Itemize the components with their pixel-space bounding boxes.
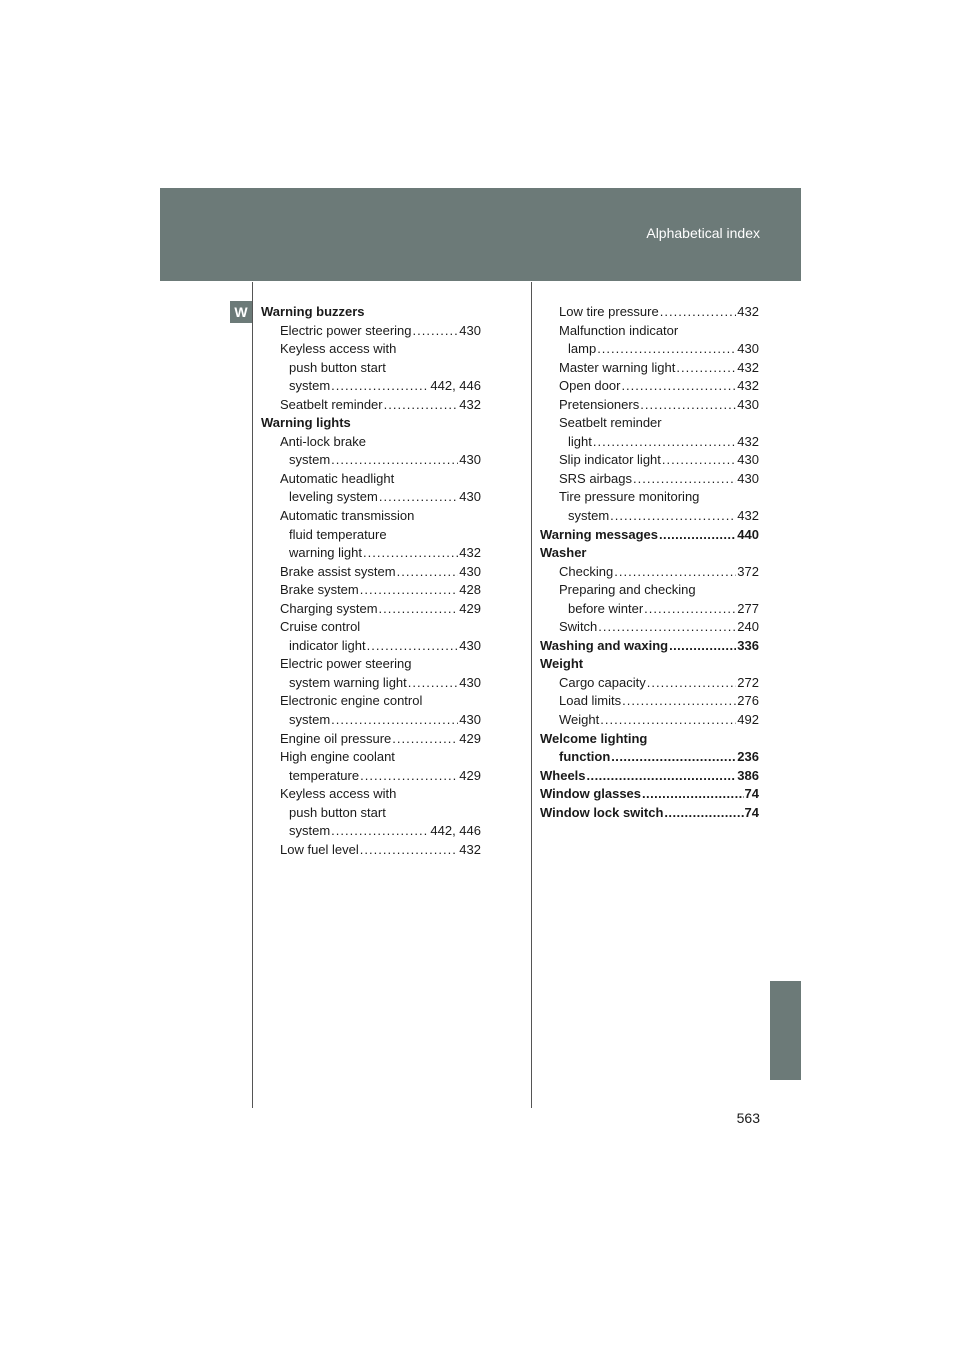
index-entry [540,322,759,341]
leader-dots [331,377,429,396]
index-heading [540,637,759,656]
leader-dots [644,600,736,619]
entry-text: Master warning light [559,359,676,375]
entry-page-number: 430 [459,712,481,728]
entry-text: Seatbelt reminder [559,415,662,431]
index-entry [540,711,759,730]
entry-text: warning light [289,545,362,561]
index-entry [261,692,481,711]
index-heading [540,526,759,545]
index-entry [261,822,481,841]
index-entry [540,563,759,582]
index-heading [540,804,759,823]
column-divider-left [252,282,253,1108]
entry-page-number: 432 [459,396,481,412]
entry-text: Washer [540,545,587,561]
index-entry [261,581,481,600]
entry-page-number: 236 [737,749,759,765]
entry-text: system [289,452,331,468]
entry-text: Open door [559,378,621,394]
entry-text: Brake system [280,582,359,598]
entry-text: system [568,508,610,524]
entry-page-number: 372 [737,563,759,579]
leader-dots [642,785,744,804]
entry-text: Load limits [559,693,622,709]
index-entry [540,433,759,452]
index-entry [261,451,481,470]
index-entry [261,359,481,378]
entry-text: Warning messages [540,526,659,542]
entry-text: system [289,712,331,728]
leader-dots [659,526,736,545]
entry-text: Low tire pressure [559,304,659,319]
entry-page-number: 386 [737,767,759,783]
entry-page-number: 430 [459,452,481,468]
index-entry [261,655,481,674]
entry-page-number: 430 [459,637,481,653]
leader-dots [676,359,736,378]
leader-dots [669,637,736,656]
entry-text: Automatic headlight [280,470,395,486]
entry-text: system [289,823,331,839]
entry-text: Cargo capacity [559,674,646,690]
index-entry [540,340,759,359]
index-entry [261,748,481,767]
index-entry [261,674,481,693]
entry-page-number: 429 [459,767,481,783]
leader-dots [597,340,736,359]
entry-text: Electric power steering [280,322,412,338]
index-heading [261,303,481,322]
index-entry [540,507,759,526]
index-entry [261,637,481,656]
index-entry [540,377,759,396]
entry-text: Automatic transmission [280,508,415,524]
entry-text: indicator light [289,637,366,653]
index-entry [261,544,481,563]
index-column-right [540,303,759,822]
entry-page-number: 430 [737,452,759,468]
entry-page-number: 440 [737,526,759,542]
entry-text: Switch [559,619,598,635]
entry-text: Tire pressure monitoring [559,489,700,505]
entry-text: temperature [289,767,360,783]
entry-page-number: 432 [737,304,759,319]
page-number: 563 [736,1110,760,1126]
entry-page-number: 429 [459,730,481,746]
index-entry [261,470,481,489]
leader-dots [660,303,737,322]
entry-page-number: 277 [737,600,759,616]
index-entry [261,841,481,860]
entry-text: Warning buzzers [261,304,365,319]
entry-page-number: 442, 446 [430,378,481,394]
entry-text: Anti-lock brake [280,433,366,449]
entry-text: Electric power steering [280,656,412,672]
entry-text: fluid temperature [289,526,387,542]
entry-page-number: 430 [459,489,481,505]
leader-dots [621,377,736,396]
entry-text: Preparing and checking [559,582,696,598]
leader-dots [633,470,736,489]
leader-dots [647,674,737,693]
entry-text: Electronic engine control [280,693,423,709]
entry-text: Cruise control [280,619,361,635]
entry-text: before winter [568,600,644,616]
entry-page-number: 430 [737,396,759,412]
leader-dots [331,451,458,470]
index-entry [261,600,481,619]
entry-page-number: 428 [459,582,481,598]
column-divider-middle [531,282,532,1108]
entry-text: Seatbelt reminder [280,396,383,412]
leader-dots [363,544,458,563]
entry-page-number: 429 [459,600,481,616]
index-entry [261,340,481,359]
leader-dots [662,451,736,470]
index-heading [540,748,759,767]
index-heading [261,414,481,433]
entry-text: Window lock switch [540,804,664,820]
index-entry [261,730,481,749]
index-entry [540,581,759,600]
entry-page-number: 430 [459,674,481,690]
leader-dots [610,507,736,526]
entry-page-number: 272 [737,674,759,690]
entry-text: Charging system [280,600,378,616]
section-tab [770,981,801,1080]
leader-dots [360,841,459,860]
leader-dots [413,322,459,341]
entry-page-number: 74 [744,786,759,802]
entry-page-number: 430 [459,322,481,338]
entry-page-number: 492 [737,712,759,728]
leader-dots [331,822,429,841]
leader-dots [664,804,743,823]
index-entry [261,804,481,823]
leader-dots [360,581,459,600]
entry-text: system warning light [289,674,407,690]
leader-dots [587,767,737,786]
entry-page-number: 240 [737,619,759,635]
index-entry [261,433,481,452]
entry-text: Warning lights [261,415,351,431]
entry-text: Washing and waxing [540,637,669,653]
index-entry [540,396,759,415]
index-entry [261,563,481,582]
leader-dots [397,563,459,582]
index-entry [261,322,481,341]
index-entry [261,377,481,396]
entry-text: Checking [559,563,614,579]
entry-page-number: 430 [737,341,759,357]
entry-text: Wheels [540,767,586,783]
entry-text: Keyless access with [280,786,397,802]
index-entry [540,451,759,470]
entry-page-number: 432 [737,508,759,524]
leader-dots [614,563,736,582]
index-entry [261,488,481,507]
entry-text: push button start [289,804,386,820]
header-band [160,188,801,281]
entry-text: Weight [540,656,584,672]
index-heading [540,767,759,786]
leader-dots [367,637,459,656]
leader-dots [392,730,458,749]
index-column-left [261,303,481,859]
leader-dots [379,488,458,507]
index-entry [540,470,759,489]
entry-page-number: 432 [459,841,481,857]
entry-text: Keyless access with [280,341,397,357]
index-entry [540,303,759,322]
leader-dots [360,767,458,786]
entry-page-number: 432 [459,545,481,561]
index-heading [540,655,759,674]
entry-text: Slip indicator light [559,452,661,468]
entry-text: SRS airbags [559,470,632,486]
index-entry [261,618,481,637]
section-letter: W [230,301,252,323]
entry-text: Engine oil pressure [280,730,392,746]
index-entry [540,674,759,693]
index-entry [540,618,759,637]
leader-dots [598,618,736,637]
entry-text: Malfunction indicator [559,322,679,338]
entry-page-number: 74 [744,804,759,820]
entry-text: system [289,378,331,394]
entry-text: light [568,433,592,449]
index-entry [540,692,759,711]
entry-text: leveling system [289,489,378,505]
leader-dots [408,674,459,693]
entry-page-number: 430 [459,563,481,579]
index-entry [261,396,481,415]
index-entry [261,785,481,804]
entry-text: Welcome lighting [540,730,648,746]
entry-page-number: 442, 446 [430,823,481,839]
index-heading [540,544,759,563]
entry-page-number: 336 [737,637,759,653]
index-heading [540,730,759,749]
index-entry [261,507,481,526]
index-entry [540,600,759,619]
entry-text: Pretensioners [559,396,640,412]
entry-text: Weight [559,712,600,728]
page-title: Alphabetical index [646,225,760,241]
entry-page-number: 432 [737,433,759,449]
entry-text: push button start [289,359,386,375]
index-entry [261,767,481,786]
index-heading [540,785,759,804]
index-entry [540,488,759,507]
entry-text: Low fuel level [280,841,359,857]
leader-dots [622,692,736,711]
entry-page-number: 430 [737,470,759,486]
leader-dots [600,711,736,730]
leader-dots [640,396,736,415]
index-entry [540,414,759,433]
index-entry [261,711,481,730]
entry-text: function [559,749,611,765]
leader-dots [384,396,459,415]
index-entry [540,359,759,378]
index-entry [261,526,481,545]
leader-dots [611,748,736,767]
entry-text: lamp [568,341,597,357]
entry-text: Brake assist system [280,563,396,579]
entry-page-number: 432 [737,378,759,394]
leader-dots [331,711,458,730]
entry-page-number: 276 [737,693,759,709]
entry-text: Window glasses [540,786,642,802]
entry-page-number: 432 [737,359,759,375]
entry-text: High engine coolant [280,749,395,765]
leader-dots [593,433,736,452]
leader-dots [379,600,459,619]
